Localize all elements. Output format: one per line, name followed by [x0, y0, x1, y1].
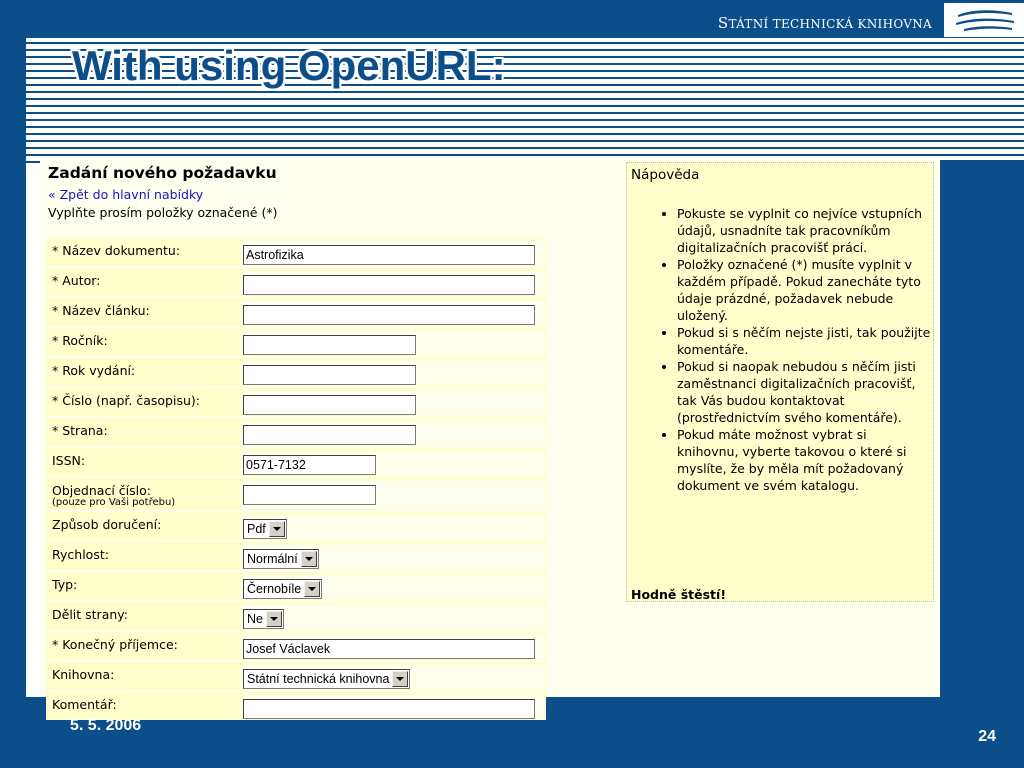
footer-date: 5. 5. 2006 [70, 717, 142, 734]
form-row-type [46, 572, 546, 600]
form-row-pages [46, 418, 546, 446]
delivery-select[interactable]: Pdf [243, 519, 287, 539]
request-form [46, 238, 546, 722]
field-label: Objednací číslo: [52, 483, 151, 498]
year-input[interactable] [243, 365, 416, 385]
field-label: * Rok vydání: [52, 363, 136, 378]
form-row-year [46, 358, 546, 386]
help-title: Nápověda [631, 167, 700, 183]
dropdown-arrow-icon[interactable] [304, 581, 320, 597]
help-item: • Pokud si naopak nebudou s něčím jisti zaměstnanci digitalizačních pracovišť, tak Vás budou kontaktovat (prostřednictvím svého komentáře). [677, 358, 931, 426]
field-label: Komentář: [52, 697, 117, 712]
field-label: Rychlost: [52, 547, 109, 562]
form-row-issn [46, 448, 546, 476]
author-input[interactable] [243, 275, 535, 295]
form-row-library [46, 662, 546, 690]
field-sublabel: (pouze pro Vaši potřebu) [52, 497, 176, 508]
header-band [26, 0, 1024, 38]
help-item: • Pokuste se vyplnit co nejvíce vstupních údajů, usnadníte tak pracovníkům digitalizačních pracovišť práci. [677, 205, 931, 256]
pages-input[interactable] [243, 425, 416, 445]
form-row-order-number [46, 478, 546, 510]
help-item: • Pokud si s něčím nejste jisti, tak použijte komentáře. [677, 324, 931, 358]
field-label: * Ročník: [52, 333, 108, 348]
form-heading: Zadání nového požadavku [48, 164, 277, 182]
issue-input[interactable] [243, 395, 416, 415]
right-accent-bar [940, 160, 1024, 700]
field-label: Způsob doručení: [52, 517, 162, 532]
field-label: * Název dokumentu: [52, 243, 181, 258]
form-row-author [46, 268, 546, 296]
order-number-input[interactable] [243, 485, 376, 505]
field-label: * Konečný příjemce: [52, 637, 178, 652]
volume-input[interactable] [243, 335, 416, 355]
dropdown-arrow-icon[interactable] [269, 521, 285, 537]
comment-textarea[interactable] [243, 699, 535, 719]
field-label: Dělit strany: [52, 607, 128, 622]
field-label: * Autor: [52, 273, 101, 288]
page-number: 24 [978, 728, 996, 745]
help-item: • Pokud máte možnost vybrat si knihovnu, vyberte takovou o které si myslíte, že by měla mít požadovaný dokument ve svém katalogu. [677, 426, 931, 494]
library-logo [944, 3, 1024, 37]
help-panel [626, 162, 934, 602]
field-label: * Číslo (např. časopisu): [52, 393, 200, 408]
field-label: ISSN: [52, 453, 86, 468]
field-label: * Strana: [52, 423, 108, 438]
article-title-input[interactable] [243, 305, 535, 325]
help-footer: Hodně štěstí! [631, 587, 727, 602]
recipient-input[interactable]: Josef Václavek [243, 639, 535, 659]
form-row-issue [46, 388, 546, 416]
form-row-document-title [46, 238, 546, 266]
speed-select[interactable]: Normální [243, 549, 319, 569]
dropdown-arrow-icon[interactable] [301, 551, 317, 567]
split-pages-select[interactable]: Ne [243, 609, 284, 629]
library-select[interactable]: Státní technická knihovna [243, 669, 410, 689]
slide-title: With using OpenURL: [72, 42, 506, 89]
logo-swoosh-icon [954, 7, 1016, 33]
dropdown-arrow-icon[interactable] [266, 611, 282, 627]
form-row-speed [46, 542, 546, 570]
issn-input[interactable]: 0571-7132 [243, 455, 376, 475]
back-to-menu-link[interactable]: « Zpět do hlavní nabídky [48, 187, 204, 202]
form-instructions: Vyplňte prosím položky označené (*) [48, 205, 278, 220]
help-item: • Položky označené (*) musíte vyplnit v každém případě. Pokud zanecháte tyto údaje prázdné, požadavek nebude uložený. [677, 256, 931, 324]
form-row-recipient [46, 632, 546, 660]
document-title-input[interactable]: Astrofizika [243, 245, 535, 265]
request-form-screenshot [40, 160, 940, 712]
form-row-volume [46, 328, 546, 356]
form-row-split-pages [46, 602, 546, 630]
form-row-delivery [46, 512, 546, 540]
type-select[interactable]: Černobíle [243, 579, 322, 599]
field-label: Knihovna: [52, 667, 115, 682]
form-row-article-title [46, 298, 546, 326]
left-accent-bar [0, 0, 26, 768]
header-brand: STÁTNÍ TECHNICKÁ KNIHOVNA [717, 14, 932, 32]
help-list [643, 205, 931, 494]
dropdown-arrow-icon[interactable] [392, 671, 408, 687]
field-label: Typ: [52, 577, 78, 592]
form-row-comment [46, 692, 546, 720]
field-label: * Název článku: [52, 303, 150, 318]
